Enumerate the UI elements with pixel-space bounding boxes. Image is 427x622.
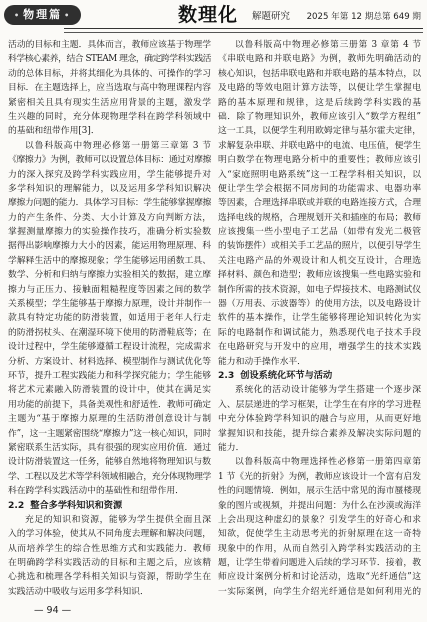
text-line: 设计过程中，学生能够遵循工程设计流程，完成需求 (8, 342, 211, 353)
text-line: 用功能的前提下，具备美观性和舒适性．教师可确定 (8, 399, 211, 410)
text-line: 础．除了物理知识外，教师应该引入“数学方程组” (218, 111, 421, 122)
text-line: 以鲁科版高中物理必修第一册第三章第 3 节 (25, 140, 211, 151)
left-column (8, 38, 211, 599)
text-line: 力的产生条件、分类、大小计算及方向判断方法， (8, 212, 211, 223)
text-line: 动的总体目标，并将其细化为具体的、可操作的学习 (8, 68, 211, 79)
page-header (0, 0, 427, 34)
text-line: 的基础和纽带作用[3]． (8, 126, 100, 137)
paragraph (8, 139, 211, 499)
text-line: 在电路研究与开发中的应用，增强学生的技术实践 (218, 342, 421, 353)
text-line: 现象中的作用，从而自然引入跨学科实践活动的主 (218, 543, 421, 554)
issue-info: 2025 年第 12 期总第 649 期 (306, 12, 421, 22)
text-line: 及电路的等效电阻计算方法等，以便让学生掌握电 (218, 83, 421, 94)
text-line: 性的问题情境．例如，展示生活中常见的海市蜃楼现 (218, 486, 421, 497)
text-line: 1 节《光的折射》为例，教师应该设计一个富有启发 (218, 471, 421, 482)
text-line: 明白数学在物理电路分析中的重要性；教师应该引 (218, 155, 421, 166)
text-line: 中充分体验跨学科知识的融合与应用，从而更好地 (218, 414, 421, 425)
text-line: 学、工程以及艺术等学科领域相融合，充分体现物理学 (8, 471, 211, 482)
text-line: 擦力与正压力、接触面粗糙程度等因素之间的数学 (8, 284, 211, 295)
text-line: 掌握知识和技能，提升综合素养及解决实际问题的 (218, 428, 421, 439)
header-rule (64, 28, 423, 33)
text-line: 科学核心素养，结合 STEAM 理念，确定跨学科实践活 (8, 54, 211, 65)
text-line: 设计防滑装置这一任务，能够自然地将物理知识与数 (8, 457, 211, 468)
text-line: 心挑选和梳理各学科相关知识与资源，帮助学生在 (8, 572, 211, 583)
section-title: 整合多学科知识和资源 (30, 499, 123, 511)
paragraph (218, 455, 421, 599)
text-line: 入“家庭照明电路系统”这一工程学科相关知识，以 (218, 169, 421, 180)
text-line: 选择电线的规格，合理规划开关和插座的布局；教师 (218, 212, 421, 223)
text-line: 多学科知识的理解能力，以及运用多学科知识解决 (8, 183, 211, 194)
text-line: 择材料、颜色和造型；教师应该搜集一些电路实验和 (218, 270, 421, 281)
right-column (218, 38, 421, 599)
paragraph (8, 38, 211, 139)
text-line: 能力． (218, 442, 245, 453)
text-line: 入、层层递进的学习框架，让学生在有序的学习进程 (218, 399, 421, 410)
text-line: 力的深入探究及跨学科实践应用，学生能够提升对 (8, 169, 211, 180)
paragraph (8, 513, 211, 599)
text-line: 系统化的活动设计能够为学生搭建一个逐步深 (235, 385, 421, 396)
text-line: 核心知识，包括串联电路和并联电路的基本特点，以 (218, 68, 421, 79)
paragraph (218, 383, 421, 455)
text-line: 环节，提升工程实践能力和科学探究能力；学生能够 (8, 370, 211, 381)
text-line: 在明确跨学科实践活动的目标和主题之后，应该精 (8, 558, 211, 569)
section-title: 创设系统化环节与活动 (240, 369, 333, 381)
text-line: 将艺术元素融入防滑装置的设计中，使其在满足实 (8, 385, 211, 396)
text-line: 生兴趣的同时，充分体现物理学科在跨学科领域中 (8, 111, 211, 122)
text-line: 象的图片或视频，并提出问题：为什么在沙漠或海洋 (218, 500, 421, 511)
text-line: 等因素，合理选择串联或并联的电路连接方式，合理 (218, 198, 421, 209)
text-line: 《串联电路和并联电路》为例，教师先明确活动的 (218, 54, 421, 65)
text-line: 据得出影响摩擦力大小的因素，能运用物理原理、科 (8, 241, 211, 252)
text-line: 知欲，促使学生主动思考光的折射原理在这一奇特 (218, 529, 421, 540)
text-line: 紧密相关且具有现实生活应用背景的主题，激发学 (8, 97, 211, 108)
section-heading (218, 369, 421, 383)
text-line: 师应设计案例分析和讨论活动，选取“光纤通信”这 (218, 572, 421, 583)
text-line: 便让学生学会根据不同房间的功能需求、电器功率 (218, 183, 421, 194)
text-line: 充足的知识和资源，能够为学生提供全面且深 (25, 514, 211, 525)
text-line: 制作所需的技术资源，如电子焊接技术、电路测试仪 (218, 284, 421, 295)
text-line: 掌握测量摩擦力的实验操作技巧，准确分析实验数 (8, 227, 211, 238)
text-line: 应该搜集一些小型电子工艺品（如带有发光二极管 (218, 227, 421, 238)
text-line: 入的学习体验，使其从不同角度去理解和解决问题， (8, 529, 211, 540)
journal-title: 数理化 (178, 4, 239, 26)
text-line: 紧密联系生活实际，具有很强的现实应用价值．通过 (8, 442, 211, 453)
text-line: 摩擦力问题的能力．具体学习目标：学生能够掌握摩擦 (8, 198, 211, 209)
text-line: 主题为“基于摩擦力原理的生活防滑创意设计与制 (8, 414, 211, 425)
page-number: — 94 — (34, 605, 72, 616)
section-heading (8, 499, 211, 513)
text-line: 分析、方案设计、材料选择、模型制作与测试优化等 (8, 356, 211, 367)
text-line: 款具有特定功能的防滑装置，如适用于老年人行走 (8, 313, 211, 324)
journal-subtitle: 解题研究 (252, 11, 291, 22)
text-line: 实践活动中吸收与运用多学科知识． (8, 586, 149, 597)
text-line: 上会出现这种虚幻的景象？引发学生的好奇心和求 (218, 514, 421, 525)
text-line: 能力和动手操作水平． (218, 356, 306, 367)
text-line: 数学、分析和归纳与摩擦力实验相关的数据，建立摩 (8, 270, 211, 281)
section-number: 2.2 (8, 499, 25, 511)
text-line: 以鲁科版高中物理选择性必修第一册第四章第 (235, 457, 421, 468)
text-line: 器（万用表、示波器等）的使用方法，以及电路设计 (218, 299, 421, 310)
text-line: 求解复杂串联、并联电路中的电流、电压值，便学生 (218, 140, 421, 151)
text-line: 路的基本原理和规律，这是后续跨学科实践的基 (218, 97, 421, 108)
paragraph (218, 38, 421, 369)
text-line: 目标．在主题选择上，应当选取与高中物理课程内容 (8, 83, 211, 94)
text-line: 《摩擦力》为例，教师可以设置总体目标：通过对摩擦 (8, 155, 211, 166)
text-line: 一实际案例，向学生介绍光纤通信是如何利用光的 (218, 586, 421, 597)
text-line: 活动的目标和主题．具体而言，教师应该基于物理学 (8, 40, 211, 50)
text-line: 的装饰摆件）或相关手工艺品的照片，以便引导学生 (218, 241, 421, 252)
text-line: 以鲁科版高中物理必修第三册第 3 章第 4 节 (235, 40, 421, 50)
section-number: 2.3 (218, 369, 235, 381)
text-line: 的防滑拐杖头、在潮湿环境下使用的防滑鞋底等；在 (8, 327, 211, 338)
text-line: 关系模型；学生能够基于摩擦力原理，设计并制作一 (8, 299, 211, 310)
text-line: 学解释生活中的摩擦现象；学生能够运用函数工具、 (8, 255, 211, 266)
section-badge: • 物理篇 • (4, 5, 81, 25)
text-line: 作”，这一主题紧密围绕“摩擦力”这一核心知识，同时 (8, 428, 211, 439)
text-line: 这一工具，以便学生利用欧姆定律与基尔霍夫定律， (218, 126, 421, 137)
text-line: 关注电路产品的外观设计和人机交互设计，合理选 (218, 255, 421, 266)
text-line: 软件的基本操作，让学生能够将理论知识转化为实 (218, 313, 421, 324)
text-line: 际的电路制作和调试能力，熟悉现代电子技术手段 (218, 327, 421, 338)
text-line: 从而培养学生的综合性思维方式和实践能力．教师 (8, 543, 211, 554)
text-line: 科在跨学科实践活动中的基础性和纽带作用． (8, 486, 184, 497)
text-line: 题，让学生带着问题进入后续的学习环节．接着，教 (218, 558, 421, 569)
